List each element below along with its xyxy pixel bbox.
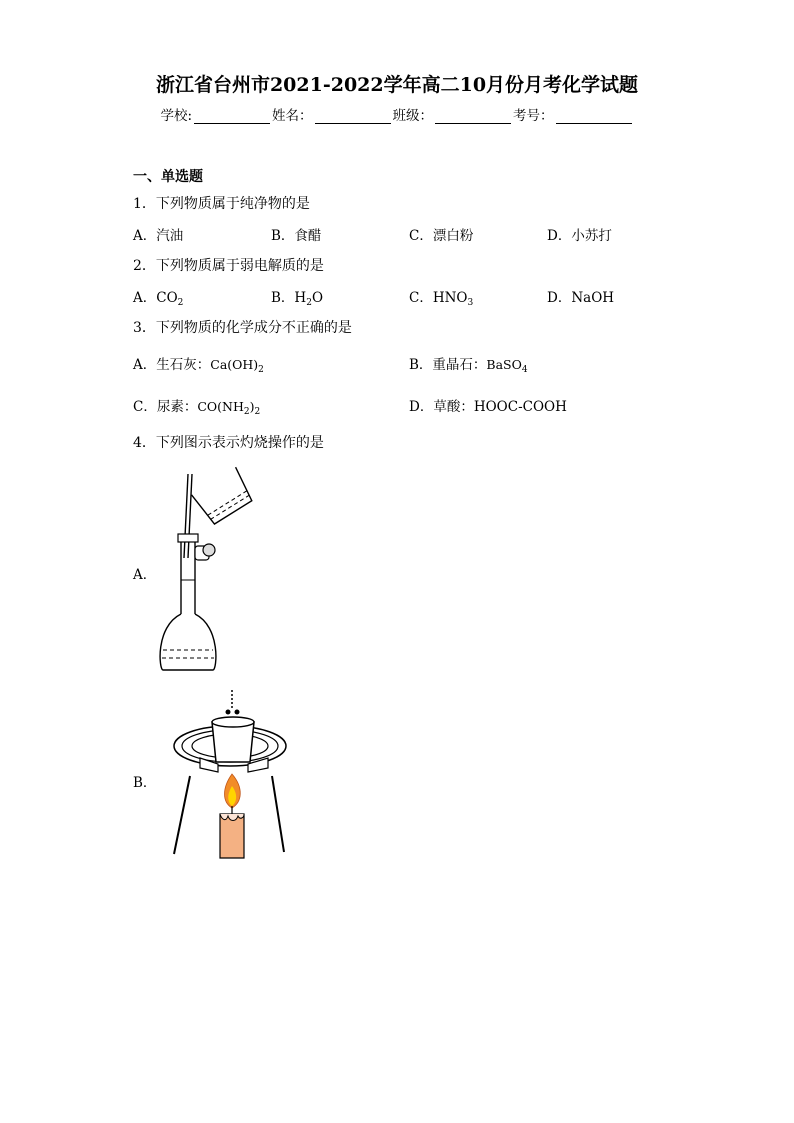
class-blank[interactable]	[435, 110, 511, 124]
q3-option-c[interactable]	[133, 395, 260, 417]
formula-sub: 4	[521, 365, 528, 375]
option-label: A．生石灰：	[133, 357, 211, 373]
formula-sub: 3	[467, 298, 474, 308]
question-3-stem: 3．下列物质的化学成分不正确的是	[133, 320, 352, 336]
name-label: 姓名：	[272, 108, 313, 124]
formula-base: NaOH	[571, 290, 615, 306]
student-info-line	[0, 104, 794, 124]
section-heading: 一、单选题	[133, 169, 203, 185]
formula-sub2: 2	[254, 407, 261, 417]
q1-option-c[interactable]: C．漂白粉	[409, 228, 474, 244]
option-label: C．尿素：	[133, 399, 198, 415]
q4-option-b[interactable]: B．	[133, 775, 157, 791]
question-1-stem: 1．下列物质属于纯净物的是	[133, 196, 310, 212]
option-letter: B．	[271, 290, 295, 306]
option-letter: C．	[409, 290, 433, 306]
option-letter: D．	[547, 290, 572, 306]
name-blank[interactable]	[315, 110, 391, 124]
formula-rest: O	[311, 290, 324, 306]
q3-option-a[interactable]	[133, 353, 264, 375]
q2-option-c[interactable]	[409, 286, 473, 308]
formula: Ca(OH)	[210, 357, 259, 372]
q2-option-d[interactable]	[547, 286, 614, 308]
q1-option-a[interactable]: A．汽油	[133, 228, 184, 244]
q2-option-b[interactable]	[271, 286, 323, 308]
page-title: 浙江省台州市2021-2022学年高二10月份月考化学试题	[155, 74, 639, 96]
formula-sub: 2	[306, 298, 312, 308]
q2-option-a[interactable]	[133, 286, 183, 308]
number-blank[interactable]	[556, 110, 632, 124]
formula-tail: )	[249, 399, 255, 414]
q1-option-b[interactable]: B．食醋	[271, 228, 322, 244]
q3-option-b[interactable]	[409, 353, 528, 375]
formula-sub: 2	[177, 298, 184, 308]
school-blank[interactable]	[194, 110, 270, 124]
formula-base: H	[294, 290, 307, 306]
number-label: 考号：	[513, 108, 554, 124]
option-label: B．重晶石：	[409, 357, 487, 373]
formula: HOOC-COOH	[473, 399, 567, 415]
formula-sub: 2	[243, 407, 250, 417]
question-4-stem: 4．下列图示表示灼烧操作的是	[133, 435, 324, 451]
q3-option-d[interactable]	[409, 395, 567, 415]
crucible-heating-icon	[160, 688, 295, 862]
formula-base: CO	[156, 290, 178, 306]
volumetric-flask-pouring-icon	[155, 462, 265, 678]
formula: BaSO	[486, 357, 522, 372]
q4-option-a[interactable]: A．	[133, 567, 157, 583]
formula-sub: 2	[258, 365, 264, 375]
option-letter: A．	[133, 290, 157, 306]
class-label: 班级：	[392, 108, 434, 124]
school-label: 学校:	[160, 108, 193, 124]
formula-base: HNO	[432, 290, 468, 306]
q1-option-d[interactable]: D．小苏打	[547, 228, 612, 244]
option-label: D．草酸：	[409, 399, 474, 415]
question-2-stem: 2．下列物质属于弱电解质的是	[133, 258, 324, 274]
formula: CO(NH	[197, 399, 244, 414]
